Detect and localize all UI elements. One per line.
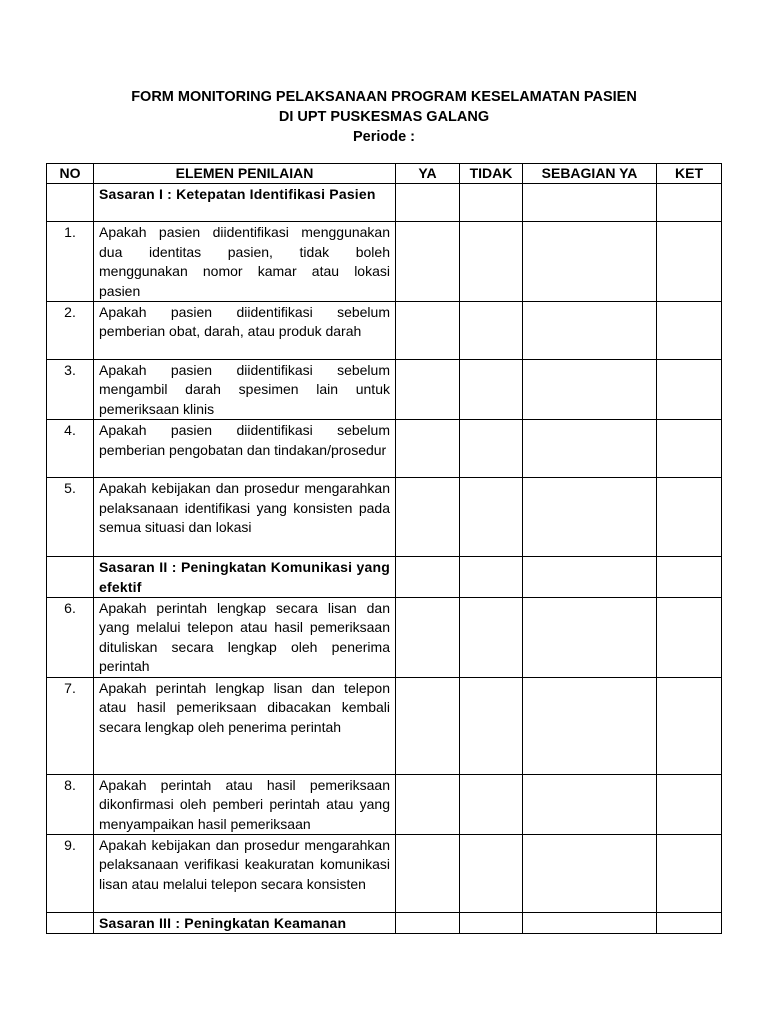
cell-tidak[interactable] — [460, 184, 523, 222]
section-row — [47, 184, 722, 222]
table-row — [47, 420, 722, 478]
cell-sebagian-ya[interactable] — [523, 557, 657, 598]
cell-ket[interactable] — [657, 912, 722, 933]
cell-ket[interactable] — [657, 598, 722, 678]
row-no: 3. — [47, 360, 94, 420]
cell-sebagian-ya[interactable] — [523, 912, 657, 933]
cell-sebagian-ya[interactable] — [523, 360, 657, 420]
cell-sebagian-ya[interactable] — [523, 478, 657, 557]
form-title-line1: FORM MONITORING PELAKSANAAN PROGRAM KESELAMATAN PASIEN — [131, 89, 637, 105]
row-no: 8. — [47, 774, 94, 834]
row-no: 4. — [47, 420, 94, 478]
header-sebagian-ya: SEBAGIAN YA — [523, 164, 657, 184]
section-row — [47, 912, 722, 933]
form-header — [0, 87, 768, 147]
cell-sebagian-ya[interactable] — [523, 184, 657, 222]
row-elemen: Apakah kebijakan dan prosedur mengarahkan pelaksanaan verifikasi keakuratan komunikasi lisan atau melalui telepon secara konsisten — [94, 834, 396, 912]
cell-ya[interactable] — [396, 557, 460, 598]
cell-ket[interactable] — [657, 557, 722, 598]
row-no: 2. — [47, 302, 94, 360]
table-row — [47, 677, 722, 774]
cell-ya[interactable] — [396, 222, 460, 302]
cell-ket[interactable] — [657, 478, 722, 557]
cell-ya[interactable] — [396, 302, 460, 360]
header-elemen-penilaian: ELEMEN PENILAIAN — [94, 164, 396, 184]
cell-tidak[interactable] — [460, 598, 523, 678]
header-ya: YA — [396, 164, 460, 184]
table-row — [47, 360, 722, 420]
header-no: NO — [47, 164, 94, 184]
table-row — [47, 478, 722, 557]
table-row — [47, 834, 722, 912]
cell-ket[interactable] — [657, 302, 722, 360]
cell-ket[interactable] — [657, 677, 722, 774]
cell-ket[interactable] — [657, 420, 722, 478]
table-row — [47, 774, 722, 834]
row-no — [47, 557, 94, 598]
cell-tidak[interactable] — [460, 834, 523, 912]
cell-tidak[interactable] — [460, 420, 523, 478]
table-row — [47, 302, 722, 360]
section-title: Sasaran III : Peningkatan Keamanan — [94, 912, 396, 933]
cell-ya[interactable] — [396, 834, 460, 912]
cell-tidak[interactable] — [460, 302, 523, 360]
cell-tidak[interactable] — [460, 677, 523, 774]
row-no: 7. — [47, 677, 94, 774]
row-no: 5. — [47, 478, 94, 557]
cell-tidak[interactable] — [460, 774, 523, 834]
cell-tidak[interactable] — [460, 478, 523, 557]
cell-ya[interactable] — [396, 598, 460, 678]
cell-ya[interactable] — [396, 184, 460, 222]
cell-tidak[interactable] — [460, 360, 523, 420]
cell-sebagian-ya[interactable] — [523, 420, 657, 478]
cell-ket[interactable] — [657, 222, 722, 302]
assessment-table — [46, 163, 722, 934]
cell-ket[interactable] — [657, 834, 722, 912]
row-no — [47, 184, 94, 222]
header-tidak: TIDAK — [460, 164, 523, 184]
cell-sebagian-ya[interactable] — [523, 598, 657, 678]
row-elemen: Apakah kebijakan dan prosedur mengarahkan pelaksanaan identifikasi yang konsisten pada semua situasi dan lokasi — [94, 478, 396, 557]
cell-tidak[interactable] — [460, 222, 523, 302]
form-title-line2: DI UPT PUSKESMAS GALANG — [278, 109, 490, 125]
cell-sebagian-ya[interactable] — [523, 834, 657, 912]
row-elemen: Apakah pasien diidentifikasi menggunakan dua identitas pasien, tidak boleh menggunakan nomor kamar atau lokasi pasien — [94, 222, 396, 302]
table-header-row — [47, 164, 722, 184]
header-ket: KET — [657, 164, 722, 184]
cell-ya[interactable] — [396, 478, 460, 557]
cell-ket[interactable] — [657, 184, 722, 222]
row-elemen: Apakah pasien diidentifikasi sebelum mengambil darah spesimen lain untuk pemeriksaan klinis — [94, 360, 396, 420]
cell-tidak[interactable] — [460, 912, 523, 933]
cell-sebagian-ya[interactable] — [523, 677, 657, 774]
row-no — [47, 912, 94, 933]
row-no: 9. — [47, 834, 94, 912]
row-elemen: Apakah pasien diidentifikasi sebelum pemberian pengobatan dan tindakan/prosedur — [94, 420, 396, 478]
row-no: 1. — [47, 222, 94, 302]
cell-ya[interactable] — [396, 420, 460, 478]
form-periode: Periode : — [352, 129, 416, 145]
row-elemen: Apakah pasien diidentifikasi sebelum pemberian obat, darah, atau produk darah — [94, 302, 396, 360]
row-no: 6. — [47, 598, 94, 678]
table-row — [47, 598, 722, 678]
table-row — [47, 222, 722, 302]
section-title: Sasaran II : Peningkatan Komunikasi yang efektif — [94, 557, 396, 598]
cell-sebagian-ya[interactable] — [523, 222, 657, 302]
cell-ket[interactable] — [657, 774, 722, 834]
cell-sebagian-ya[interactable] — [523, 774, 657, 834]
row-elemen: Apakah perintah lengkap lisan dan telepon atau hasil pemeriksaan dibacakan kembali secara lengkap oleh penerima perintah — [94, 677, 396, 774]
row-elemen: Apakah perintah lengkap secara lisan dan yang melalui telepon atau hasil pemeriksaan dituliskan secara lengkap oleh penerima perintah — [94, 598, 396, 678]
cell-ya[interactable] — [396, 774, 460, 834]
cell-ya[interactable] — [396, 360, 460, 420]
section-row — [47, 557, 722, 598]
row-elemen: Apakah perintah atau hasil pemeriksaan dikonfirmasi oleh pemberi perintah atau yang menyampaikan hasil pemeriksaan — [94, 774, 396, 834]
cell-ket[interactable] — [657, 360, 722, 420]
section-title: Sasaran I : Ketepatan Identifikasi Pasien — [94, 184, 396, 222]
cell-ya[interactable] — [396, 912, 460, 933]
cell-ya[interactable] — [396, 677, 460, 774]
cell-sebagian-ya[interactable] — [523, 302, 657, 360]
cell-tidak[interactable] — [460, 557, 523, 598]
